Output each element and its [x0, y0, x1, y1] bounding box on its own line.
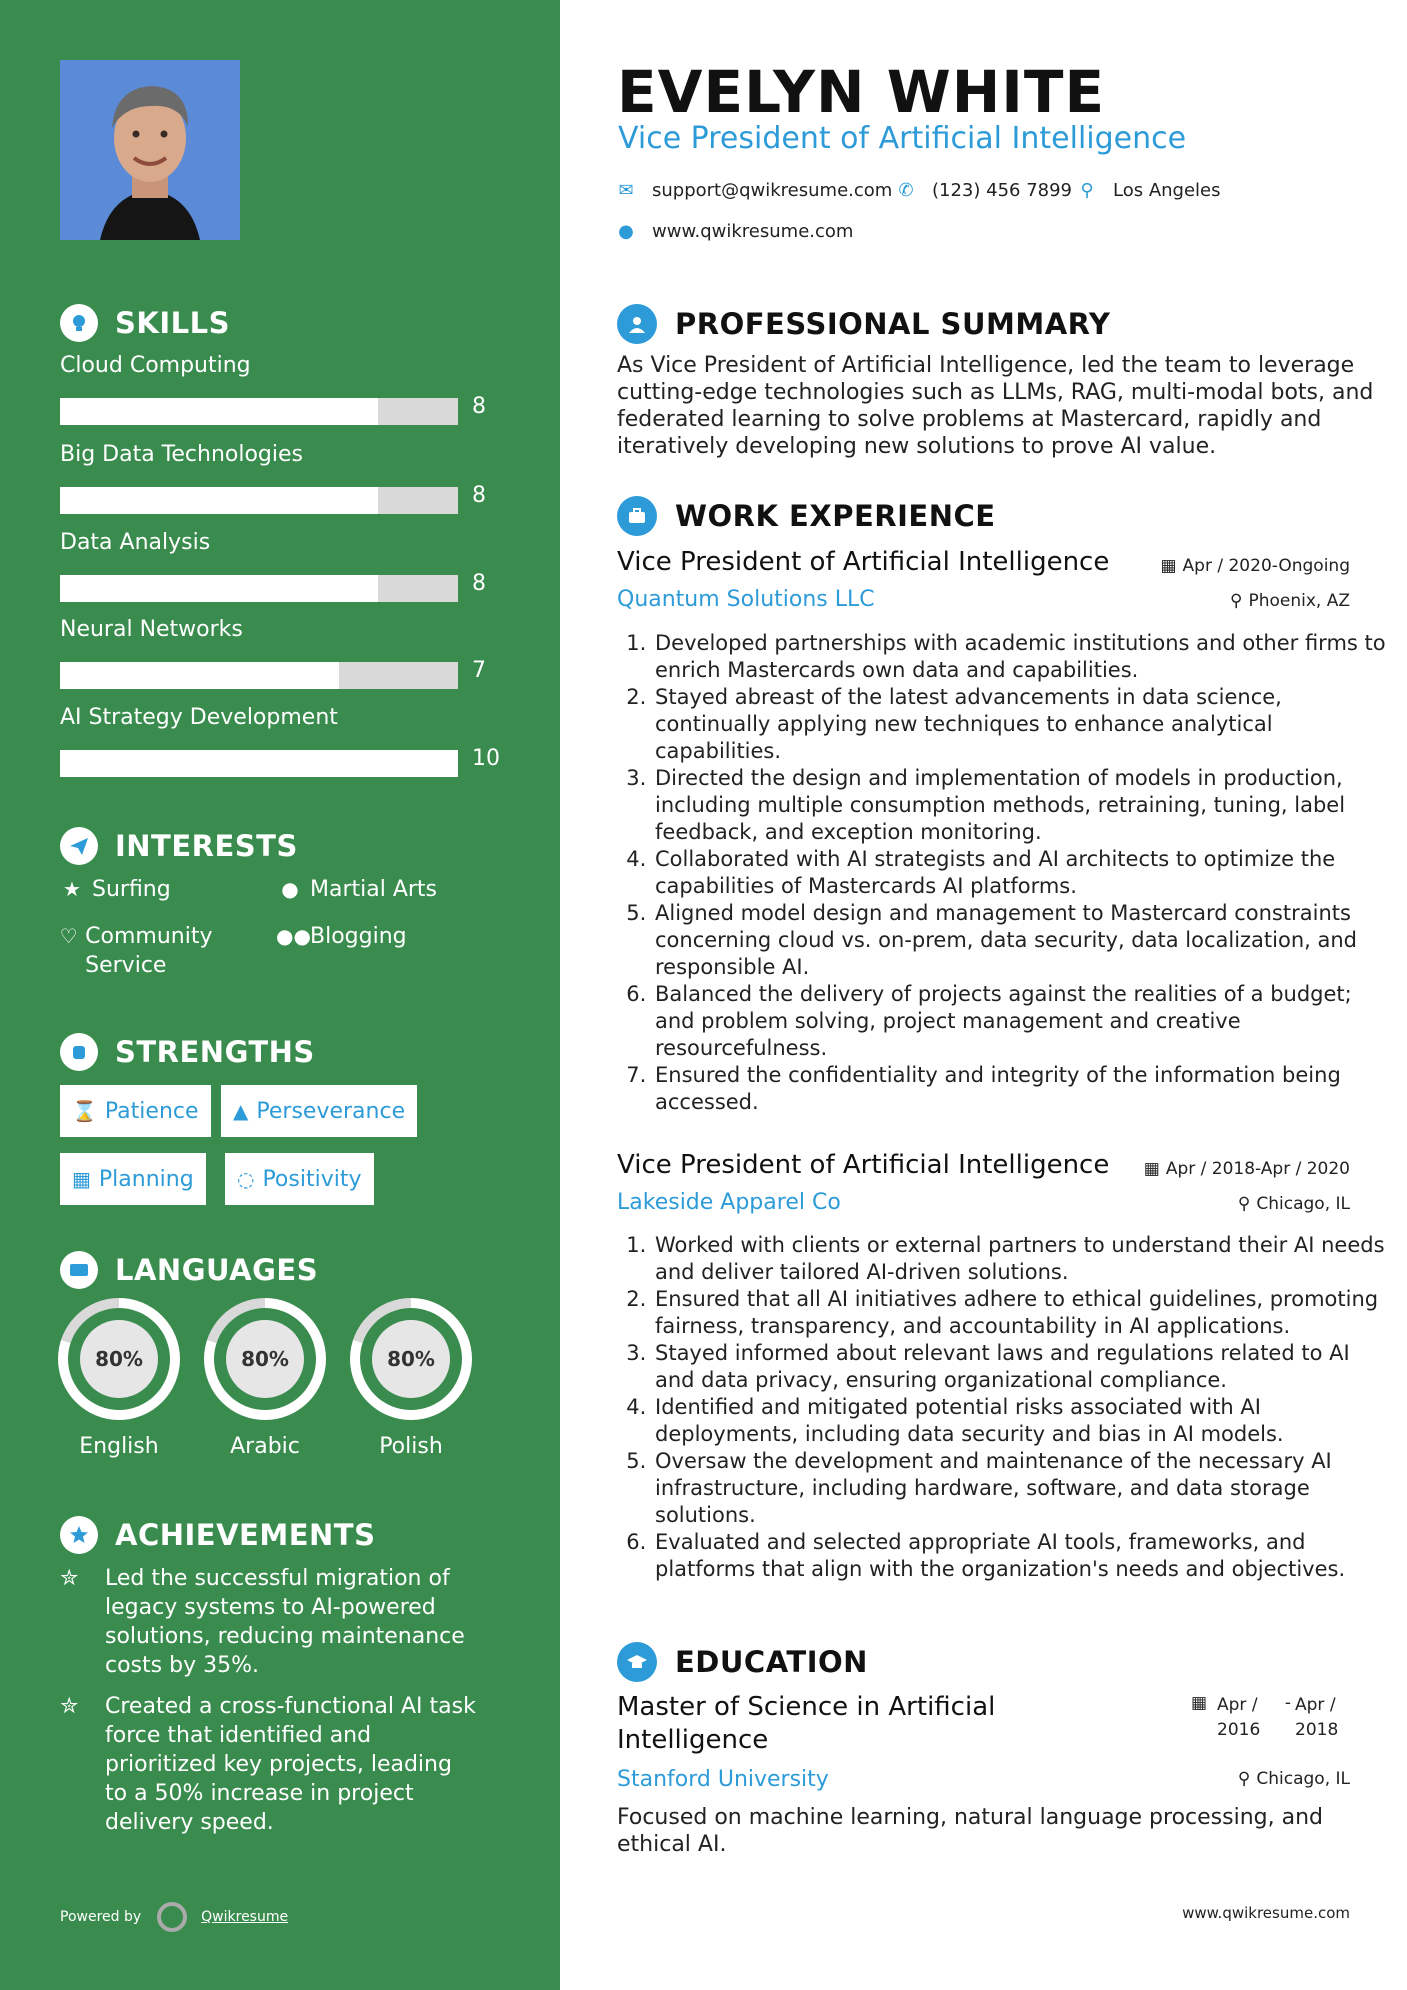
education-school: Stanford University	[617, 1767, 829, 1792]
strength-label: Planning	[98, 1166, 194, 1192]
phone-text: (123) 456 7899	[932, 180, 1073, 201]
duty-item: 4. Collaborated with AI strategists and AI architects to optimize the capabilities of Mastercards AI platforms.	[653, 846, 1387, 900]
sidebar	[0, 0, 560, 1990]
skill-value: 8	[472, 483, 486, 508]
duty-item: 7. Ensured the confidentiality and integrity of the information being accessed.	[653, 1062, 1387, 1116]
powered-brand-link[interactable]: Qwikresume	[201, 1909, 289, 1925]
experience-title: WORK EXPERIENCE	[675, 499, 996, 533]
duty-item: 3. Stayed informed about relevant laws and regulations related to AI and data privacy, ensuring organizational compliance.	[653, 1340, 1387, 1394]
road-icon: ▲	[233, 1099, 249, 1123]
skill-bar-fill	[60, 662, 339, 689]
achievements-heading	[60, 1516, 375, 1554]
achievements-title: ACHIEVEMENTS	[115, 1518, 376, 1552]
achievement-item	[60, 1692, 480, 1837]
language-name: Polish	[379, 1434, 443, 1459]
job-dates-text: Apr / 2020-Ongoing	[1182, 556, 1350, 576]
duty-item: 6. Balanced the delivery of projects against the realities of a budget; and problem solving, project management and creative resourcefulness.	[653, 981, 1387, 1062]
language-ring	[204, 1298, 326, 1420]
job-location-text: Phoenix, AZ	[1248, 591, 1350, 611]
summary-title: PROFESSIONAL SUMMARY	[675, 307, 1111, 341]
paper-plane-icon	[60, 827, 98, 865]
strength-chip	[221, 1085, 417, 1137]
heart-hand-icon: ♡	[59, 924, 78, 948]
qwikresume-logo-icon	[157, 1902, 187, 1932]
language-percent: 80%	[80, 1320, 158, 1398]
job-location-text: Chicago, IL	[1256, 1194, 1350, 1214]
footer-url[interactable]: www.qwikresume.com	[1182, 1904, 1350, 1922]
interest-label: Blogging	[310, 924, 407, 949]
powered-label: Powered by	[60, 1909, 142, 1925]
strengths-title: STRENGTHS	[115, 1035, 315, 1069]
interest-item	[276, 875, 437, 904]
interest-item	[58, 922, 248, 980]
language-name: Arabic	[230, 1434, 300, 1459]
skill-item	[60, 616, 500, 683]
interest-label: Martial Arts	[310, 877, 438, 902]
language-item	[58, 1298, 180, 1459]
award-icon	[60, 1516, 98, 1554]
language-item	[204, 1298, 326, 1459]
job-company: Quantum Solutions LLC	[617, 587, 875, 612]
hourglass-icon: ⌛	[72, 1099, 97, 1123]
calendar-icon: ▦	[1160, 556, 1177, 576]
fist-icon	[60, 1033, 98, 1071]
job-duties	[617, 1232, 1387, 1583]
duty-item: 5. Aligned model design and management to Mastercard constraints concerning cloud vs. on-prem, data security, data localization, and responsible AI.	[653, 900, 1387, 981]
map-marker-icon: ⚲	[1080, 180, 1094, 201]
education-dates: ▦ Apr / 2016 - Apr / 2018	[1191, 1693, 1350, 1743]
graduation-icon	[617, 1642, 657, 1682]
language-icon	[60, 1251, 98, 1289]
skill-label: Big Data Technologies	[60, 442, 304, 467]
interest-label: Surfing	[92, 877, 171, 902]
skill-item	[60, 352, 500, 419]
strength-label: Patience	[104, 1098, 199, 1124]
phone-icon: ✆	[898, 180, 914, 201]
education-text: Focused on machine learning, natural language processing, and ethical AI.	[617, 1805, 1323, 1857]
strengths-heading	[60, 1033, 315, 1071]
language-item	[350, 1298, 472, 1459]
skill-label: Cloud Computing	[60, 353, 251, 378]
summary-text: As Vice President of Artificial Intelligence, led the team to leverage cutting-edge technologies such as LLMs, RAG, multi-modal bots, and federated learning to solve problems at Mastercard, rapidly and iteratively developing new solutions to prove AI value.	[617, 353, 1374, 459]
skill-bar-fill	[60, 487, 378, 514]
job-location	[1230, 591, 1350, 611]
location-text: Los Angeles	[1113, 180, 1221, 201]
languages-heading	[60, 1251, 318, 1289]
skill-item	[60, 529, 500, 596]
interest-item	[58, 875, 171, 904]
language-percent: 80%	[372, 1320, 450, 1398]
skill-label: Neural Networks	[60, 617, 243, 642]
education-heading	[617, 1642, 868, 1682]
skills-heading	[60, 304, 230, 342]
interests-heading	[60, 827, 298, 865]
achievement-text: Created a cross-functional AI task force that identified and prioritized key projects, leading to a 50% increase in project delivery speed.	[105, 1694, 476, 1835]
skill-bar	[60, 575, 458, 602]
interest-item	[276, 922, 407, 951]
summary-heading	[617, 304, 1110, 344]
experience-heading	[617, 496, 996, 536]
users-icon: ●●	[276, 924, 311, 948]
skill-item	[60, 441, 500, 508]
strength-label: Positivity	[262, 1166, 362, 1192]
interest-label: Community Service	[85, 924, 213, 978]
strength-chip	[60, 1085, 211, 1137]
job-title: Vice President of Artificial Intelligence	[617, 547, 1110, 577]
education-location-text: Chicago, IL	[1256, 1769, 1350, 1789]
language-ring	[350, 1298, 472, 1420]
skill-bar-fill	[60, 750, 458, 777]
calendar-icon: ▦	[1190, 1693, 1207, 1713]
education-start: Apr / 2016	[1217, 1695, 1261, 1740]
globe-icon: ●	[618, 221, 634, 242]
strength-label: Perseverance	[256, 1098, 406, 1124]
skill-value: 10	[472, 746, 500, 771]
spinner-icon: ◌	[237, 1167, 255, 1191]
job-company: Lakeside Apparel Co	[617, 1190, 841, 1215]
contact-email	[618, 180, 892, 201]
candidate-name: EVELYN WHITE	[617, 58, 1106, 126]
powered-by	[60, 1902, 288, 1932]
profile-photo	[60, 60, 240, 240]
achievement-item	[60, 1564, 480, 1680]
skills-title: SKILLS	[115, 306, 230, 340]
contact-website	[618, 221, 853, 242]
duty-item: 2. Ensured that all AI initiatives adhere to ethical guidelines, promoting fairness, transparency, and accountability in AI applications.	[653, 1286, 1387, 1340]
shooting-star-icon: ✮	[60, 1694, 79, 1719]
duty-item: 6. Evaluated and selected appropriate AI tools, frameworks, and platforms that align with the organization's needs and objectives.	[653, 1529, 1387, 1583]
duty-item: 5. Oversaw the development and maintenance of the necessary AI infrastructure, including hardware, software, and data storage solutions.	[653, 1448, 1387, 1529]
skill-item	[60, 704, 500, 771]
education-degree: Master of Science in Artificial Intelligence	[617, 1692, 996, 1755]
skill-bar	[60, 662, 458, 689]
job-duties	[617, 630, 1387, 1116]
user-icon	[617, 304, 657, 344]
job-dates	[1144, 1159, 1350, 1179]
candidate-role: Vice President of Artificial Intelligence	[618, 121, 1187, 156]
skill-value: 8	[472, 394, 486, 419]
pin-icon: ⚲	[1230, 591, 1243, 611]
contact-location	[1079, 180, 1221, 201]
duty-item: 2. Stayed abreast of the latest advancements in data science, continually applying new techniques to enhance analytical capabilities.	[653, 684, 1387, 765]
calendar-icon: ▦	[72, 1167, 91, 1191]
job-location	[1238, 1194, 1350, 1214]
skill-bar	[60, 750, 458, 777]
pin-icon: ⚲	[1237, 1769, 1251, 1789]
envelope-icon: ✉	[618, 180, 634, 201]
skill-bar-fill	[60, 398, 378, 425]
skill-bar-fill	[60, 575, 378, 602]
job-dates-text: Apr / 2018-Apr / 2020	[1165, 1159, 1350, 1179]
language-name: English	[79, 1434, 159, 1459]
job-dates	[1160, 556, 1350, 576]
shooting-star-icon: ✮	[60, 1566, 79, 1591]
skill-label: AI Strategy Development	[60, 705, 338, 730]
calendar-icon: ▦	[1143, 1159, 1160, 1179]
briefcase-icon	[617, 496, 657, 536]
lightbulb-icon	[60, 304, 98, 342]
contact-phone	[898, 180, 1072, 201]
education-location	[1238, 1769, 1350, 1789]
skill-bar	[60, 487, 458, 514]
strength-chip	[60, 1153, 206, 1205]
job-title: Vice President of Artificial Intelligence	[617, 1150, 1110, 1180]
achievement-text: Led the successful migration of legacy systems to AI-powered solutions, reducing maintenance costs by 35%.	[105, 1566, 465, 1678]
language-ring	[58, 1298, 180, 1420]
education-title: EDUCATION	[675, 1645, 868, 1679]
skill-value: 8	[472, 571, 486, 596]
skill-label: Data Analysis	[60, 530, 211, 555]
skill-value: 7	[472, 658, 486, 683]
skill-bar	[60, 398, 458, 425]
strength-chip	[225, 1153, 374, 1205]
education-end: Apr / 2018	[1295, 1695, 1339, 1740]
website-text: www.qwikresume.com	[652, 221, 854, 242]
interests-title: INTERESTS	[115, 829, 298, 863]
duty-item: 4. Identified and mitigated potential risks associated with AI deployments, including data security and bias in AI models.	[653, 1394, 1387, 1448]
star-icon: ★	[63, 877, 81, 901]
duty-item: 1. Worked with clients or external partners to understand their AI needs and deliver tailored AI-driven solutions.	[653, 1232, 1387, 1286]
email-text: support@qwikresume.com	[652, 180, 893, 201]
duty-item: 1. Developed partnerships with academic institutions and other firms to enrich Mastercards own data and capabilities.	[653, 630, 1387, 684]
pin-icon: ⚲	[1237, 1194, 1251, 1214]
language-percent: 80%	[226, 1320, 304, 1398]
duty-item: 3. Directed the design and implementation of models in production, including multiple consumption methods, retraining, tuning, label feedback, and exception monitoring.	[653, 765, 1387, 846]
globe-icon: ●	[281, 877, 299, 901]
main-content	[560, 0, 1407, 1990]
languages-title: LANGUAGES	[115, 1253, 319, 1287]
